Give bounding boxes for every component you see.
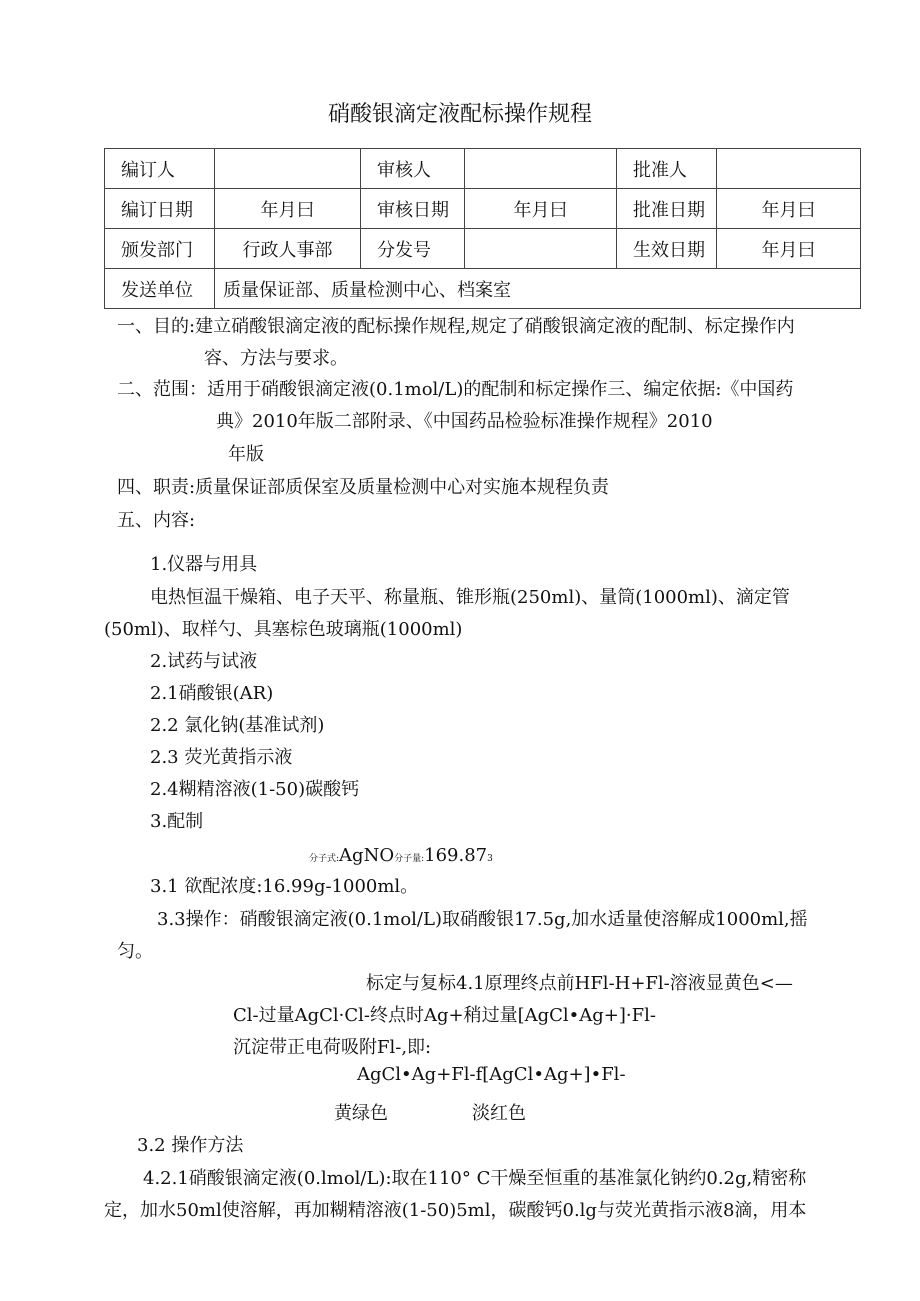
issuing-dept-value: 行政人事部 (215, 229, 361, 269)
table-row (105, 269, 861, 309)
table-row (105, 149, 861, 189)
item-preparation-title: 3.配制 (150, 811, 204, 832)
compile-date-label: 编订日期 (105, 189, 215, 229)
compiler-label: 编订人 (105, 149, 215, 189)
issuing-dept-label: 颁发部门 (105, 229, 215, 269)
item-3-3-line1: 3.3操作：硝酸银滴定液(0.1mol/L)取硝酸银17.5g,加水适量使溶解成1000ml,摇 (157, 909, 808, 930)
compile-date-value: 年月曰 (215, 189, 361, 229)
section-purpose-line2: 容、方法与要求。 (204, 348, 348, 369)
item-reagents-title: 2.试药与试液 (150, 651, 258, 672)
item-4-2-1-line2: 定，加水50ml使溶解，再加糊精溶液(1-50)5ml，碳酸钙0.lg与荧光黄指示液8滴，用本 (104, 1200, 807, 1221)
principle-line1: 标定与复标4.1原理终点前HFl-H+Fl-溶液显黄色<— (366, 973, 793, 994)
item-3-1: 3.1 欲配浓度:16.99g-1000ml。 (150, 876, 419, 897)
item-3-2: 3.2 操作方法 (137, 1135, 244, 1156)
table-row (105, 189, 861, 229)
item-reagent-2-1: 2.1硝酸银(AR) (150, 683, 274, 704)
principle-line2: Cl-过量AgCl·Cl-终点时Ag+稍过量[AgCl•Ag+]·Fl- (233, 1005, 656, 1026)
approve-date-value: 年月曰 (717, 189, 861, 229)
section-content-heading: 五、内容: (117, 510, 196, 531)
item-reagent-2-2: 2.2 氯化钠(基准试剂) (150, 715, 325, 736)
review-date-value: 年月曰 (465, 189, 617, 229)
section-responsibility: 四、职责:质量保证部质保室及质量检测中心对实施本规程负责 (117, 477, 610, 498)
reviewer-value (465, 149, 617, 189)
principle-line3: 沉淀带正电荷吸附Fl-,即: (233, 1037, 432, 1058)
recipients-value: 质量保证部、质量检测中心、档案室 (215, 269, 861, 309)
effective-date-value: 年月曰 (717, 229, 861, 269)
item-instruments-line2: (50ml)、取样勺、具塞棕色玻璃瓶(1000ml) (104, 619, 463, 640)
approve-date-label: 批准日期 (617, 189, 717, 229)
formula-label: 分子式: (309, 854, 340, 864)
item-reagent-2-3: 2.3 荧光黄指示液 (150, 747, 293, 768)
page-title: 硝酸银滴定液配标操作规程 (327, 102, 592, 127)
item-3-3-line2: 匀。 (117, 941, 153, 962)
color-label-yellow-green: 黄绿色 (334, 1103, 388, 1124)
reviewer-label: 审核人 (361, 149, 465, 189)
item-instruments-title: 1.仪器与用具 (150, 554, 258, 575)
item-instruments-line1: 电热恒温干燥箱、电子天平、称量瓶、锥形瓶(250ml)、量筒(1000ml)、滴定管 (150, 587, 790, 608)
effective-date-label: 生效日期 (617, 229, 717, 269)
weight-label: 分子量: (394, 854, 425, 864)
compiler-value (215, 149, 361, 189)
distribution-no-value (465, 229, 617, 269)
review-date-label: 审核日期 (361, 189, 465, 229)
formula-value: AgNO (339, 845, 395, 866)
principle-equation: AgCl•Ag+Fl-f[AgCl•Ag+]•Fl- (357, 1064, 626, 1085)
recipients-label: 发送单位 (105, 269, 215, 309)
item-4-2-1-line1: 4.2.1硝酸银滴定液(0.lmol/L):取在110° C干燥至恒重的基准氯化钠约0.2g,精密称 (143, 1168, 807, 1189)
section-scope-line1: 二、范围：适用于硝酸银滴定液(0.1mol/L)的配制和标定操作三、编定依据:《中国药 (117, 379, 794, 400)
section-scope-line3: 年版 (228, 444, 264, 465)
item-reagent-2-4: 2.4糊精溶液(1-50)碳酸钙 (150, 779, 360, 800)
section-purpose-line1: 一、目的:建立硝酸银滴定液的配标操作规程,规定了硝酸银滴定液的配制、标定操作内 (117, 316, 795, 337)
formula-subscript: 3 (487, 854, 493, 864)
molecular-formula (309, 847, 493, 865)
document-info-table (104, 148, 861, 309)
section-scope-line2: 典》2010年版二部附录、《中国药品检验标准操作规程》2010 (216, 411, 713, 432)
distribution-no-label: 分发号 (361, 229, 465, 269)
weight-value: 169.87 (424, 845, 488, 866)
approver-label: 批准人 (617, 149, 717, 189)
approver-value (717, 149, 861, 189)
table-row (105, 229, 861, 269)
color-label-light-red: 淡红色 (472, 1103, 526, 1124)
